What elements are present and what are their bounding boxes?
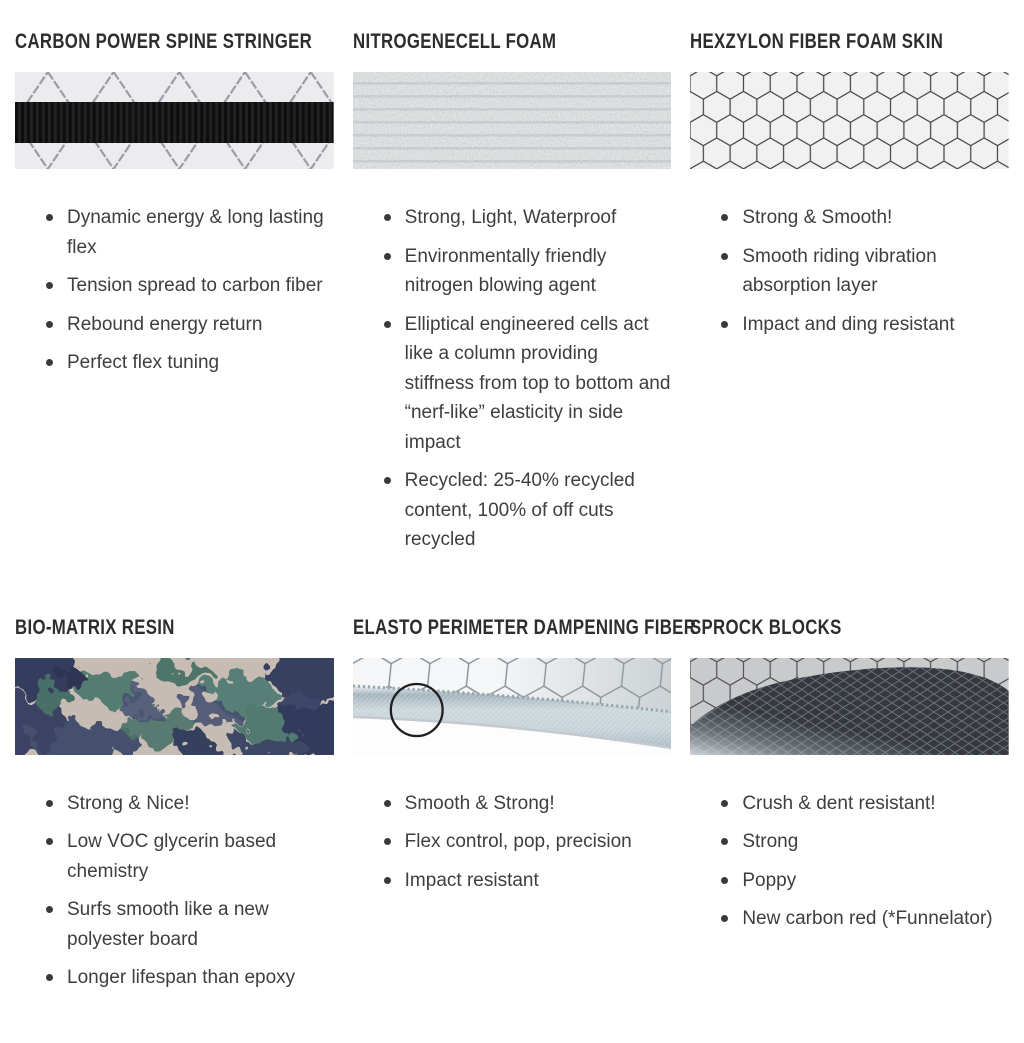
- section-title: [15, 617, 334, 638]
- bullet-item: Impact and ding resistant: [690, 310, 1009, 340]
- rail-band-texture-svg: [353, 658, 672, 755]
- feature-section-nitrogenecell-foam: [353, 31, 672, 555]
- black-stringer-band: [15, 102, 334, 143]
- section-title-text: HEXZYLON FIBER FOAM SKIN: [690, 30, 944, 53]
- feature-section-bio-matrix-resin: [15, 617, 334, 993]
- section-title: [690, 617, 1009, 638]
- bullet-item: Flex control, pop, precision: [353, 827, 672, 857]
- bullet-item: Strong, Light, Waterproof: [353, 203, 672, 233]
- bullet-item: New carbon red (*Funnelator): [690, 904, 1009, 934]
- section-title-text: BIO-MATRIX RESIN: [15, 615, 175, 639]
- resin-swirl-texture-svg: [15, 658, 334, 755]
- feature-section-hexzylon-fiber-foam-skin: [690, 31, 1009, 555]
- bullet-item: Rebound energy return: [15, 310, 334, 340]
- bullet-item: Low VOC glycerin based chemistry: [15, 827, 334, 886]
- section-title-text: CARBON POWER SPINE STRINGER: [15, 30, 313, 53]
- bullet-item: Tension spread to carbon fiber: [15, 271, 334, 301]
- bullet-item: Environmentally friendly nitrogen blowing agent: [353, 242, 672, 301]
- resin-swirl-texture-image: [15, 658, 334, 755]
- feature-section-elasto-perimeter-dampening-fiber: [352, 615, 696, 993]
- feature-bullet-list: [15, 789, 334, 993]
- carbon-stringer-texture-svg: [15, 72, 334, 169]
- bullet-item: Perfect flex tuning: [15, 348, 334, 378]
- section-title-text: NITROGENECELL FOAM: [352, 30, 556, 53]
- section-title: [352, 615, 696, 639]
- hexagon-mesh-texture-image: [690, 72, 1009, 169]
- bullet-item: Elliptical engineered cells act like a column providing stiffness from top to bottom and “nerf-like” elasticity in side impact: [353, 310, 672, 458]
- section-title-text: ELASTO PERIMETER DAMPENING FIBER: [352, 615, 696, 639]
- carbon-weave-texture-svg: [690, 658, 1009, 755]
- bullet-item: Poppy: [690, 866, 1009, 896]
- bullet-item: Strong: [690, 827, 1009, 857]
- bullet-item: Dynamic energy & long lasting flex: [15, 203, 334, 262]
- feature-section-carbon-power-spine-stringer: [15, 31, 334, 555]
- bullet-item: Smooth & Strong!: [353, 789, 672, 819]
- bullet-item: Recycled: 25-40% recycled content, 100% of off cuts recycled: [353, 466, 672, 555]
- feature-bullet-list: [690, 203, 1009, 339]
- feature-bullet-list: [353, 203, 672, 555]
- bullet-item: Surfs smooth like a new polyester board: [15, 895, 334, 954]
- bullet-item: Strong & Smooth!: [690, 203, 1009, 233]
- feature-bullet-list: [353, 789, 672, 896]
- bullet-item: Impact resistant: [353, 866, 672, 896]
- hexagon-mesh-texture-svg: [690, 72, 1009, 169]
- bullet-item: Smooth riding vibration absorption layer: [690, 242, 1009, 301]
- feature-bullet-list: [690, 789, 1009, 934]
- bullet-item: Strong & Nice!: [15, 789, 334, 819]
- bullet-item: Crush & dent resistant!: [690, 789, 1009, 819]
- bullet-item: Longer lifespan than epoxy: [15, 963, 334, 993]
- foam-texture-svg: [353, 72, 672, 169]
- section-title: [15, 31, 334, 52]
- feature-section-sprock-blocks: [690, 617, 1009, 993]
- foam-texture-image: [353, 72, 672, 169]
- section-title-text: SPROCK BLOCKS: [690, 615, 842, 639]
- feature-bullet-list: [15, 203, 334, 378]
- carbon-weave-texture-image: [690, 658, 1009, 755]
- carbon-stringer-texture-image: [15, 72, 334, 169]
- section-title: [353, 31, 672, 52]
- rail-band-texture-image: [353, 658, 672, 755]
- section-title: [690, 31, 1009, 52]
